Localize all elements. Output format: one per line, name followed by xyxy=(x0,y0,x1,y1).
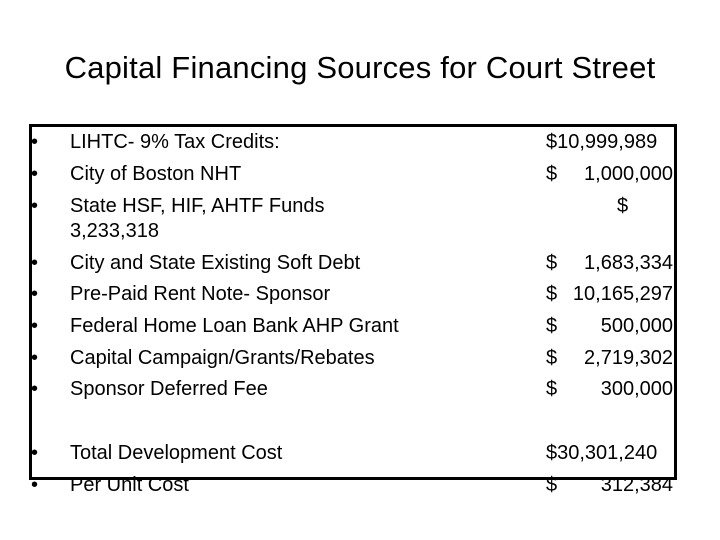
source-number-capital-campaign: 2,719,302 xyxy=(584,347,673,369)
bullet: • xyxy=(31,131,39,153)
source-label-boston-nht: City of Boston NHT xyxy=(70,163,242,185)
source-dollar-state-hsf: $ xyxy=(617,195,629,217)
bullet: • xyxy=(31,474,39,496)
bullet: • xyxy=(31,315,39,337)
source-dollar-capital-campaign: $ xyxy=(546,347,558,369)
source-continuation-state-hsf: 3,233,318 xyxy=(70,220,159,242)
source-number-prepaid-rent: 10,165,297 xyxy=(572,283,673,305)
source-number-boston-nht: 1,000,000 xyxy=(584,163,673,185)
bullet: • xyxy=(31,442,39,464)
source-label-state-hsf: State HSF, HIF, AHTF Funds xyxy=(70,195,325,217)
source-number-deferred-fee: 300,000 xyxy=(600,378,673,400)
bullet: • xyxy=(31,252,39,274)
total-amount-development-cost: $30,301,240 xyxy=(546,442,658,464)
total-label-development-cost: Total Development Cost xyxy=(70,442,283,464)
source-label-prepaid-rent: Pre-Paid Rent Note- Sponsor xyxy=(70,283,331,305)
source-label-lihtc: LIHTC- 9% Tax Credits: xyxy=(70,131,280,153)
bullet: • xyxy=(31,347,39,369)
source-dollar-fhlb-ahp: $ xyxy=(546,315,558,337)
total-dollar-per-unit: $ xyxy=(546,474,558,496)
source-dollar-boston-nht: $ xyxy=(546,163,558,185)
total-label-per-unit: Per Unit Cost xyxy=(70,474,189,496)
source-dollar-soft-debt: $ xyxy=(546,252,558,274)
page-title: Capital Financing Sources for Court Street xyxy=(64,50,656,85)
source-label-fhlb-ahp: Federal Home Loan Bank AHP Grant xyxy=(70,315,399,337)
source-amount-lihtc: $10,999,989 xyxy=(546,131,658,153)
bullet: • xyxy=(31,283,39,305)
total-number-per-unit: 312,384 xyxy=(600,474,673,496)
source-dollar-prepaid-rent: $ xyxy=(546,283,558,305)
source-dollar-deferred-fee: $ xyxy=(546,378,558,400)
source-number-fhlb-ahp: 500,000 xyxy=(600,315,673,337)
source-label-deferred-fee: Sponsor Deferred Fee xyxy=(70,378,268,400)
source-number-soft-debt: 1,683,334 xyxy=(584,252,673,274)
bullet: • xyxy=(31,378,39,400)
source-label-capital-campaign: Capital Campaign/Grants/Rebates xyxy=(70,347,375,369)
bullet: • xyxy=(31,195,39,217)
bullet: • xyxy=(31,163,39,185)
source-label-soft-debt: City and State Existing Soft Debt xyxy=(70,252,361,274)
